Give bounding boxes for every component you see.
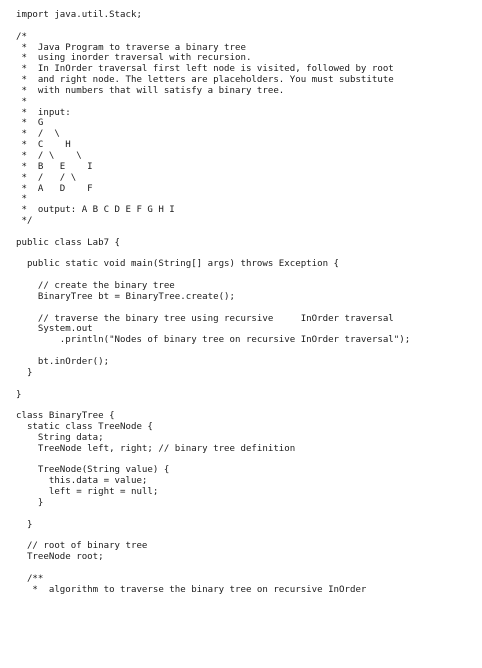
code-line: * / / \ (16, 172, 77, 183)
code-line: /* (16, 31, 27, 42)
code-line: * using inorder traversal with recursion. (16, 53, 252, 64)
code-line: // traverse the binary tree using recursive InOrder traversal (16, 313, 394, 324)
code-line (16, 400, 478, 411)
code-line (16, 509, 478, 520)
code-line: * A D F (16, 183, 93, 194)
code-line: public static void main(String[] args) throws Exception { (16, 259, 340, 270)
code-line: * / \ \ (16, 150, 82, 161)
code-line: // root of binary tree (16, 541, 148, 552)
code-line: .println("Nodes of binary tree on recursive InOrder traversal"); (16, 335, 411, 346)
code-line (16, 270, 478, 281)
code-line: } (16, 519, 33, 530)
code-line: TreeNode(String value) { (16, 465, 170, 476)
code-line: class BinaryTree { (16, 411, 115, 422)
code-line: String data; (16, 432, 104, 443)
code-line: public class Lab7 { (16, 237, 121, 248)
code-line: static class TreeNode { (16, 422, 153, 433)
code-line: * and right node. The letters are placeholders. You must substitute (16, 75, 394, 86)
code-line: * algorithm to traverse the binary tree on recursive InOrder (16, 584, 367, 595)
code-line: bt.inOrder(); (16, 357, 110, 367)
code-line: * B E I (16, 161, 93, 172)
code-line: * (16, 194, 27, 205)
code-line (16, 227, 478, 238)
code-line: * In InOrder traversal first left node is visited, followed by root (16, 64, 394, 75)
code-line (16, 346, 478, 357)
code-line: this.data = value; (16, 476, 148, 487)
code-line: } (16, 497, 44, 508)
code-line: * output: A B C D E F G H I (16, 205, 175, 216)
code-line: } (16, 367, 33, 378)
code-line: TreeNode left, right; // binary tree definition (16, 443, 296, 454)
code-line: * Java Program to traverse a binary tree (16, 42, 246, 53)
code-line: System.out (16, 324, 93, 335)
code-line: /** (16, 573, 44, 584)
code-line: TreeNode root; (16, 552, 104, 563)
code-line: // create the binary tree (16, 281, 175, 292)
code-line: */ (16, 216, 33, 227)
code-line (16, 531, 478, 542)
code-line: * input: (16, 107, 71, 118)
code-line: * C H (16, 140, 71, 151)
code-line: * with numbers that will satisfy a binary tree. (16, 85, 285, 96)
code-line (16, 455, 478, 466)
code-line: import java.util.Stack; (16, 10, 142, 20)
code-line (16, 379, 478, 390)
code-line: BinaryTree bt = BinaryTree.create(); (16, 291, 235, 302)
code-line (16, 21, 478, 32)
code-line: * G (16, 118, 44, 129)
code-document (16, 10, 478, 596)
code-line: * / \ (16, 129, 60, 140)
code-line (16, 249, 478, 260)
code-line: left = right = null; (16, 487, 159, 498)
code-line: * (16, 96, 27, 107)
code-line: } (16, 389, 22, 400)
code-line (16, 563, 478, 574)
code-line (16, 303, 478, 314)
